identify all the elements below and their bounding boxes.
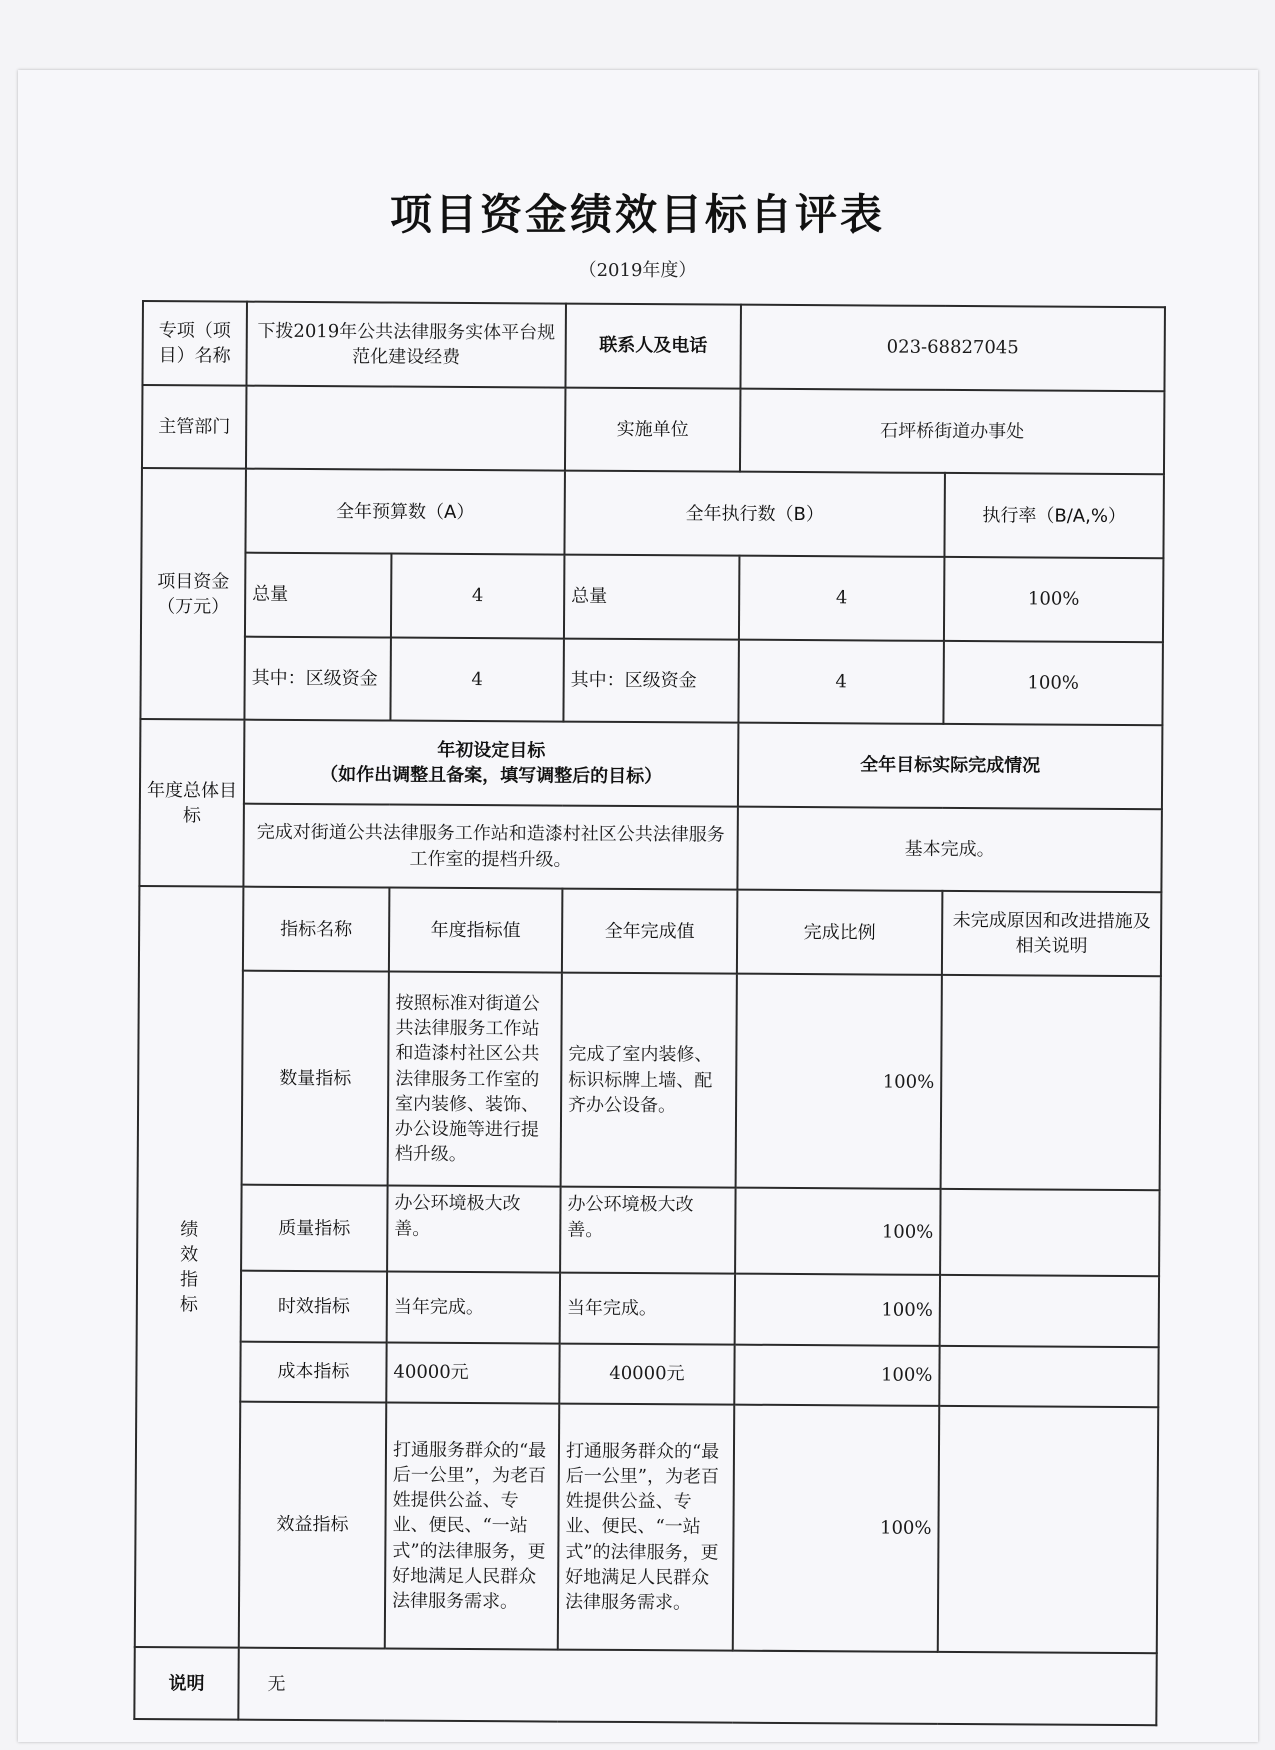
performance-indicators-label [135, 886, 244, 1648]
budget-header: 全年预算数（A） [245, 469, 565, 555]
indicator-name: 数量指标 [242, 971, 389, 1186]
contact-label: 联系人及电话 [565, 304, 741, 389]
indicator-target: 40000元 [386, 1343, 559, 1403]
department-row [142, 385, 1164, 475]
actual-goal-value: 基本完成。 [737, 806, 1162, 892]
notes-label: 说明 [134, 1647, 238, 1719]
initial-goal-header-line1: 年初设定目标 [437, 739, 546, 762]
project-name-value: 下拨2019年公共法律服务实体平台规范化建设经费 [246, 302, 566, 388]
self-evaluation-table [133, 300, 1166, 1726]
initial-goal-header [244, 720, 739, 807]
page-title: 项目资金绩效目标自评表 [389, 190, 885, 239]
indicator-target: 打通服务群众的“最后一公里”，为老百姓提供公益、专业、便民、“一站式”的法律服务，更好地满足人民群众法律服务需求。 [385, 1402, 560, 1650]
indicator-actual: 办公环境极大改善。 [560, 1187, 736, 1274]
project-name-row [142, 301, 1164, 391]
indicator-target: 办公环境极大改善。 [387, 1186, 561, 1273]
funds-district-row [140, 636, 1162, 726]
indicator-reason-header: 未完成原因和改进措施及相关说明 [942, 891, 1162, 976]
indicator-ratio: 100% [735, 1274, 940, 1347]
actual-goal-header: 全年目标实际完成情况 [738, 723, 1163, 809]
table-row [135, 1401, 1158, 1654]
indicator-actual: 40000元 [559, 1344, 734, 1404]
department-value [246, 385, 566, 471]
contact-value: 023-68827045 [740, 305, 1165, 391]
indicators-label-char: 效 [180, 1244, 199, 1266]
funds-total-row [141, 552, 1163, 642]
indicator-name: 效益指标 [239, 1401, 387, 1649]
table-row [137, 1270, 1159, 1348]
district-execution-value: 4 [738, 639, 944, 724]
notes-value: 无 [238, 1648, 1156, 1725]
indicator-ratio-header: 完成比例 [737, 890, 943, 975]
indicator-name: 时效指标 [241, 1271, 387, 1343]
total-execution-rate: 100% [944, 557, 1164, 642]
indicator-target: 按照标准对街道公共法律服务工作站和造漆村社区公共法律服务工作室的室内装修、装饰、办公设施等进行提档升级。 [388, 972, 562, 1187]
indicator-target-header: 年度指标值 [389, 888, 563, 973]
funds-header-row [141, 468, 1163, 558]
total-budget-label: 总量 [245, 553, 392, 638]
table-row [137, 1184, 1160, 1276]
district-budget-label: 其中：区级资金 [244, 636, 391, 721]
table-row [136, 1341, 1158, 1406]
indicator-actual: 当年完成。 [560, 1273, 735, 1345]
district-execution-label: 其中：区级资金 [563, 638, 739, 723]
indicators-label-char: 标 [179, 1294, 198, 1316]
initial-goal-value: 完成对街道公共法律服务工作站和造漆村社区公共法律服务工作室的提档升级。 [243, 803, 738, 890]
annual-goals-label: 年度总体目标 [139, 719, 244, 887]
indicator-reason [938, 1405, 1159, 1653]
indicator-reason [940, 1275, 1159, 1348]
indicator-actual-header: 全年完成值 [562, 889, 738, 974]
funds-label: 项目资金（万元） [140, 468, 246, 720]
indicator-ratio: 100% [735, 1188, 941, 1275]
indicator-reason [940, 1189, 1160, 1276]
implementing-unit-value: 石坪桥街道办事处 [740, 388, 1165, 474]
department-label: 主管部门 [142, 385, 247, 469]
initial-goal-header-line2: （如作出调整且备案，填写调整后的目标） [320, 764, 663, 788]
project-name-label: 专项（项目）名称 [142, 301, 247, 385]
execution-rate-header: 执行率（B/A,%） [944, 473, 1164, 558]
indicator-ratio: 100% [736, 974, 942, 1189]
indicator-name: 质量指标 [241, 1185, 388, 1272]
indicator-reason [941, 975, 1161, 1191]
indicators-header-row [139, 886, 1161, 976]
implementing-unit-label: 实施单位 [565, 387, 741, 472]
total-execution-value: 4 [739, 556, 945, 641]
district-budget-value: 4 [390, 637, 564, 722]
indicator-actual: 打通服务群众的“最后一公里”，为老百姓提供公益、专业、便民、“一站式”的法律服务，更好地满足人民群众法律服务需求。 [558, 1403, 735, 1651]
indicator-ratio: 100% [733, 1404, 940, 1652]
indicator-name: 成本指标 [240, 1342, 386, 1402]
goals-value-row [139, 803, 1161, 893]
goals-header-row [140, 719, 1162, 809]
notes-row [134, 1647, 1156, 1725]
total-budget-value: 4 [391, 553, 565, 638]
indicator-ratio: 100% [734, 1345, 939, 1405]
table-row [138, 970, 1161, 1190]
district-execution-rate: 100% [943, 640, 1163, 725]
total-execution-label: 总量 [564, 555, 740, 640]
indicators-label-char: 绩 [180, 1218, 199, 1240]
year-subtitle: （2019年度） [578, 260, 697, 281]
indicator-actual: 完成了室内装修、标识标牌上墙、配齐办公设备。 [561, 973, 737, 1188]
indicator-target: 当年完成。 [387, 1272, 560, 1344]
indicator-name-header: 指标名称 [243, 887, 390, 972]
indicators-label-char: 指 [179, 1269, 199, 1291]
indicator-reason [939, 1346, 1158, 1406]
execution-header: 全年执行数（B） [564, 471, 945, 557]
